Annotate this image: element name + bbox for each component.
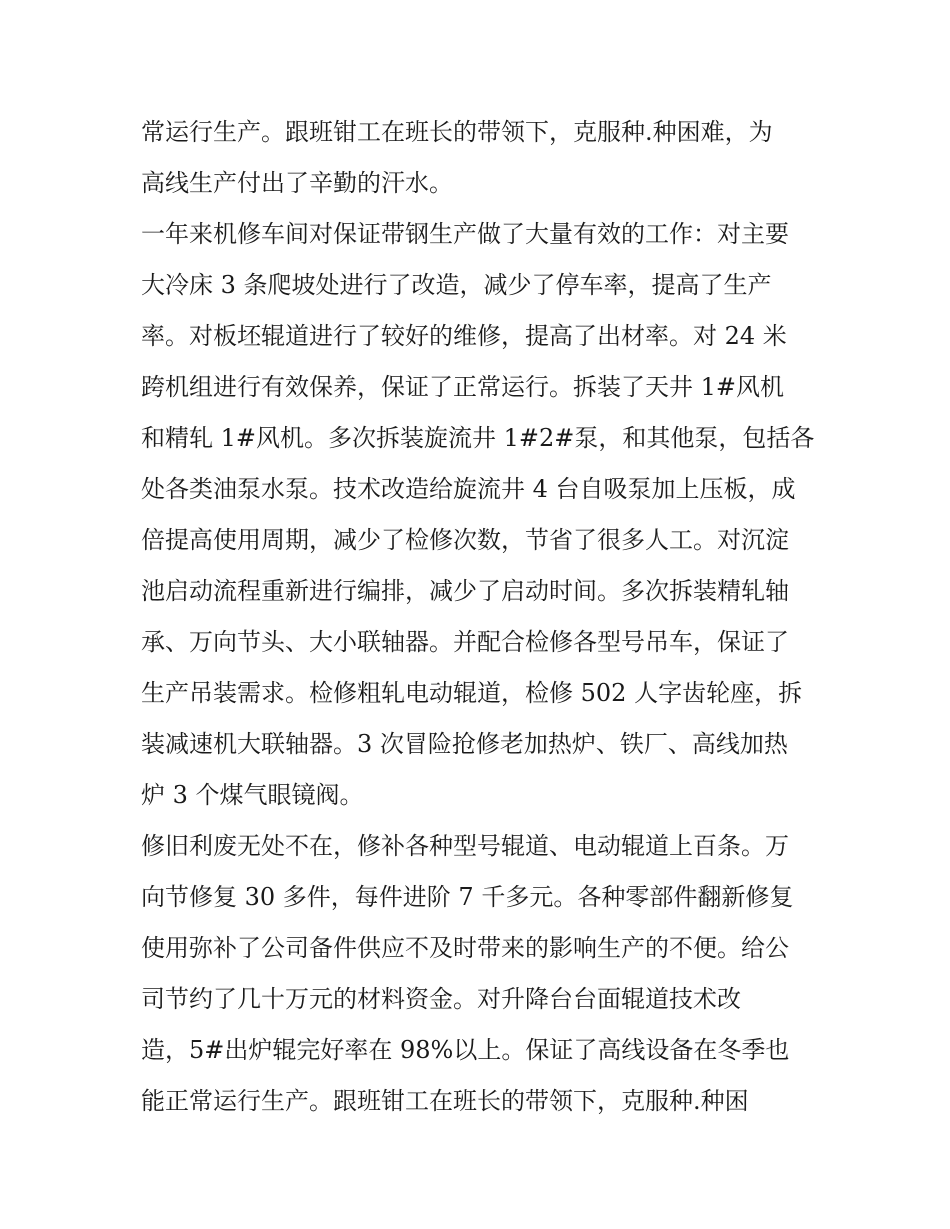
text-line: 修旧利废无处不在，修补各种型号辊道、电动辊道上百条。万	[141, 832, 789, 860]
text-line: 炉 3 个煤气眼镜阀。	[141, 781, 364, 809]
text-line: 司节约了几十万元的材料资金。对升降台台面辊道技术改	[141, 985, 741, 1013]
text-line: 常运行生产。跟班钳工在班长的带领下，克服种.种困难，为	[141, 118, 773, 146]
text-line: 池启动流程重新进行编排，减少了启动时间。多次拆装精轧轴	[141, 577, 789, 605]
text-line: 高线生产付出了辛勤的汗水。	[141, 169, 453, 197]
text-line: 承、万向节头、大小联轴器。并配合检修各型号吊车，保证了	[141, 628, 789, 656]
text-line: 生产吊装需求。检修粗轧电动辊道，检修 502 人字齿轮座，拆	[141, 679, 803, 707]
text-line: 装减速机大联轴器。3 次冒险抢修老加热炉、铁厂、高线加热	[141, 730, 788, 758]
text-line: 倍提高使用周期，减少了检修次数，节省了很多人工。对沉淀	[141, 526, 789, 554]
text-line: 大冷床 3 条爬坡处进行了改造，减少了停车率，提高了生产	[141, 271, 772, 299]
text-line: 率。对板坯辊道进行了较好的维修，提高了出材率。对 24 米	[141, 322, 787, 350]
text-line: 能正常运行生产。跟班钳工在班长的带领下，克服种.种困	[141, 1087, 749, 1115]
text-line: 造，5#出炉辊完好率在 98%以上。保证了高线设备在冬季也	[141, 1036, 790, 1064]
text-line: 使用弥补了公司备件供应不及时带来的影响生产的不便。给公	[141, 934, 789, 962]
text-line: 跨机组进行有效保养，保证了正常运行。拆装了天井 1#风机	[141, 373, 785, 401]
text-line: 一年来机修车间对保证带钢生产做了大量有效的工作：对主要	[141, 220, 789, 248]
text-line: 处各类油泵水泵。技术改造给旋流井 4 台自吸泵加上压板，成	[141, 475, 796, 503]
text-line: 向节修复 30 多件，每件进阶 7 千多元。各种零部件翻新修复	[141, 883, 794, 911]
text-line: 和精轧 1#风机。多次拆装旋流井 1#2#泵，和其他泵，包括各	[141, 424, 815, 452]
body-text	[141, 107, 821, 1127]
